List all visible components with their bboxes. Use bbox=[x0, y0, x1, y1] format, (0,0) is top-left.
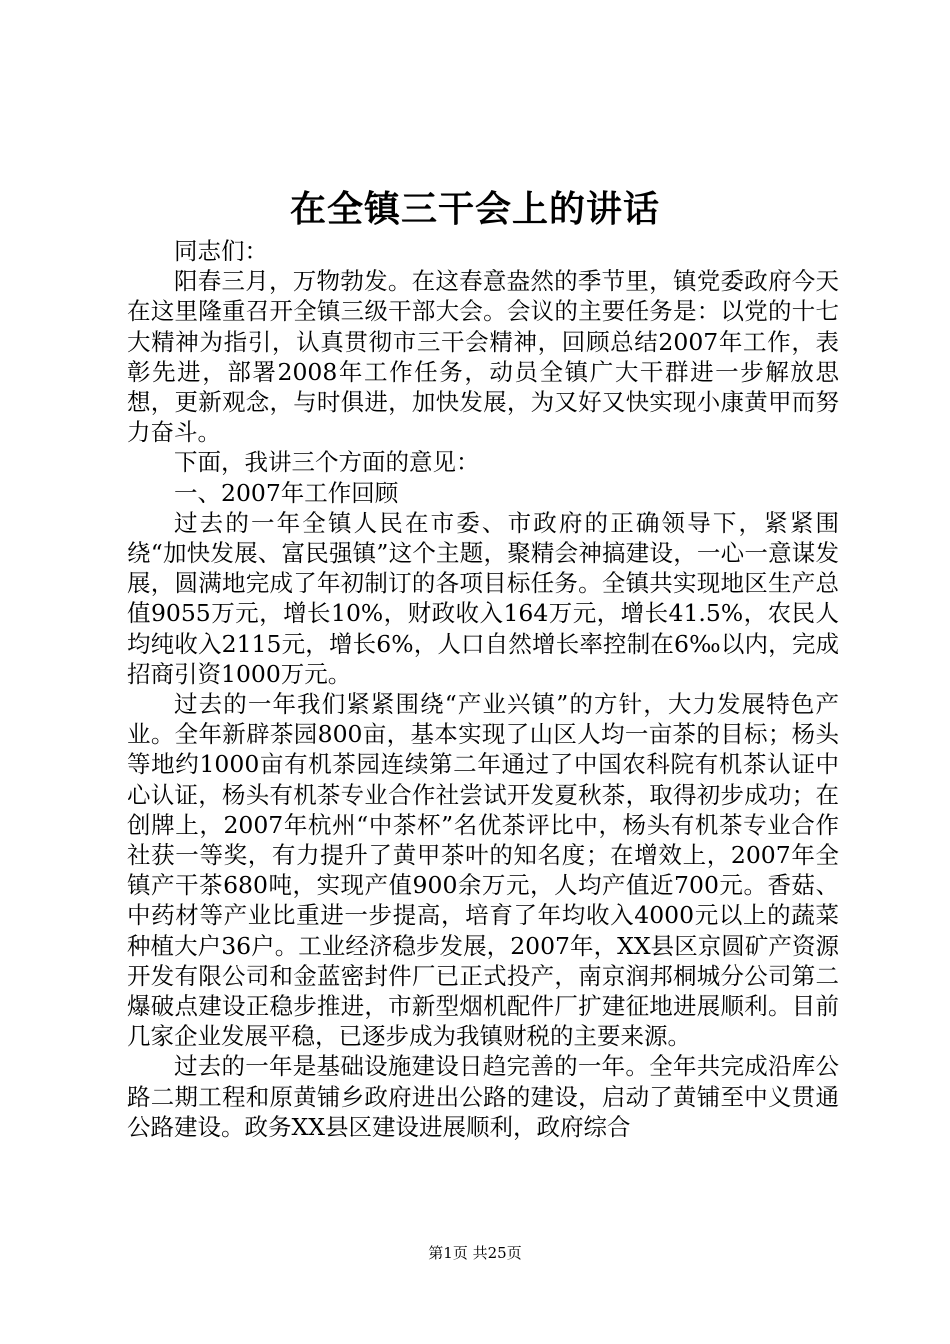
body-paragraph: 阳春三月，万物勃发。在这春意盎然的季节里，镇党委政府今天在这里隆重召开全镇三级干部大会。会议的主要任务是：以党的十七大精神为指引，认真贯彻市三干会精神，回顾总结2007年工作，表彰先进，部署2008年工作任务，动员全镇广大干群进一步解放思想，更新观念，与时俱进，加快发展，为又好又快实现小康黄甲而努力奋斗。 bbox=[127, 267, 839, 447]
body-paragraph: 下面，我讲三个方面的意见： bbox=[174, 448, 480, 477]
document-body bbox=[127, 236, 839, 1142]
document-title: 在全镇三干会上的讲话 bbox=[289, 188, 660, 230]
salutation-paragraph: 同志们： bbox=[174, 237, 268, 265]
section-heading: 一、2007年工作回顾 bbox=[174, 478, 399, 507]
body-paragraph: 过去的一年是基础设施建设日趋完善的一年。全年共完成沿库公路二期工程和原黄铺乡政府进出公路的建设，启动了黄铺至中义贯通公路建设。政务XX县区建设进展顺利，政府综合 bbox=[127, 1052, 839, 1141]
body-paragraph: 过去的一年我们紧紧围绕“产业兴镇”的方针，大力发展特色产业。全年新辟茶园800亩，基本实现了山区人均一亩茶的目标；杨头等地约1000亩有机茶园连续第二年通过了中国农科院有机茶认证中心认证，杨头有机茶专业合作社尝试开发夏秋茶，取得初步成功；在创牌上，2007年杭州“中茶杯”名优茶评比中，杨头有机茶专业合作社获一等奖，有力提升了黄甲茶叶的知名度；在增效上，2007年全镇产干茶680吨，实现产值900余万元，人均产值近700元。香菇、中药材等产业比重进一步提高，培育了年均收入4000元以上的蔬菜种植大户36户。工业经济稳步发展，2007年，XX县区京圆矿产资源开发有限公司和金蓝密封件厂已正式投产，南京润邦桐城分公司第二爆破点建设正稳步推进，市新型烟机配件厂扩建征地进展顺利。目前几家企业发展平稳，已逐步成为我镇财税的主要来源。 bbox=[127, 690, 839, 1051]
page-footer: 第1页 共25页 bbox=[428, 1244, 522, 1262]
body-paragraph: 过去的一年全镇人民在市委、市政府的正确领导下，紧紧围绕“加快发展、富民强镇”这个主题，聚精会神搞建设，一心一意谋发展，圆满地完成了年初制订的各项目标任务。全镇共实现地区生产总值9055万元，增长10%，财政收入164万元，增长41.5%，农民人均纯收入2115元，增长6%，人口自然增长率控制在6‰以内，完成招商引资1000万元。 bbox=[127, 508, 839, 688]
